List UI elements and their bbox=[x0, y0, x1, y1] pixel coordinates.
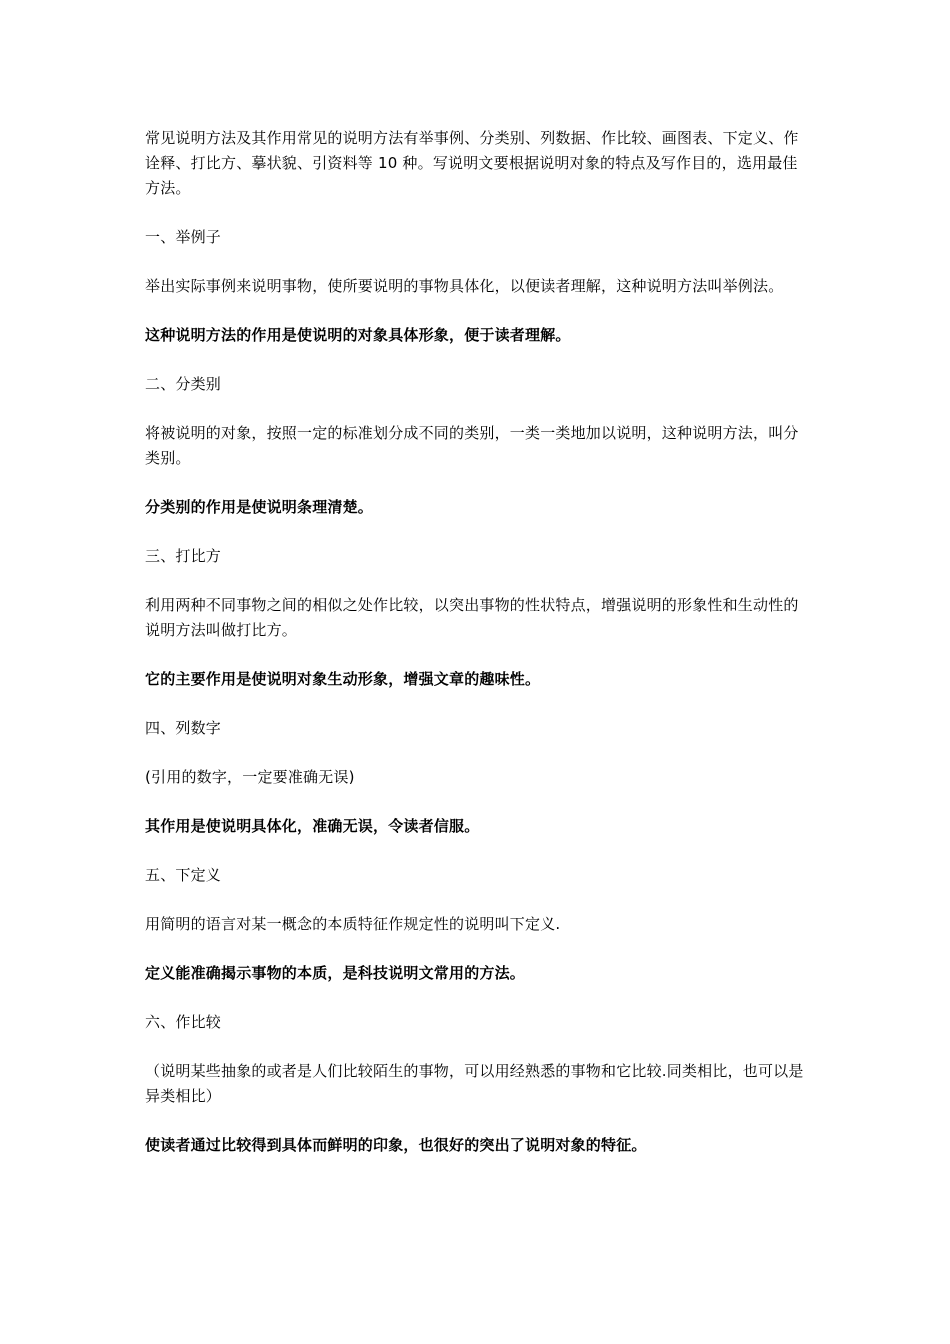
section-heading-numbers: 四、列数字 bbox=[145, 719, 222, 737]
section-heading-definition: 五、下定义 bbox=[145, 866, 222, 884]
definition-description: 用简明的语言对某一概念的本质特征作规定性的说明叫下定义. bbox=[145, 915, 561, 933]
comparison-effect: 使读者通过比较得到具体而鲜明的印象，也很好的突出了说明对象的特征。 bbox=[145, 1136, 647, 1154]
intro-paragraph: 常见说明方法及其作用常见的说明方法有举事例、分类别、列数据、作比较、画图表、下定义、作诠释、打比方、摹状貌、引资料等 10 种。写说明文要根据说明对象的特点及写作目的，选用最佳方法。 bbox=[145, 129, 799, 197]
classification-effect: 分类别的作用是使说明条理清楚。 bbox=[145, 498, 374, 516]
classification-description: 将被说明的对象，按照一定的标准划分成不同的类别，一类一类地加以说明，这种说明方法，叫分类别。 bbox=[145, 424, 799, 467]
section-heading-examples: 一、举例子 bbox=[145, 228, 222, 246]
section-heading-analogy: 三、打比方 bbox=[145, 547, 222, 565]
comparison-description: （说明某些抽象的或者是人们比较陌生的事物，可以用经熟悉的事物和它比较.同类相比，也可以是异类相比） bbox=[145, 1062, 804, 1105]
examples-description: 举出实际事例来说明事物，使所要说明的事物具体化，以便读者理解，这种说明方法叫举例法。 bbox=[145, 277, 784, 295]
numbers-description: (引用的数字，一定要准确无误) bbox=[145, 768, 355, 786]
section-heading-classification: 二、分类别 bbox=[145, 375, 222, 393]
analogy-effect: 它的主要作用是使说明对象生动形象，增强文章的趣味性。 bbox=[145, 670, 541, 688]
document-body bbox=[145, 126, 810, 1158]
numbers-effect: 其作用是使说明具体化，准确无误，令读者信服。 bbox=[145, 817, 480, 835]
examples-effect: 这种说明方法的作用是使说明的对象具体形象，便于读者理解。 bbox=[145, 326, 571, 344]
analogy-description: 利用两种不同事物之间的相似之处作比较，以突出事物的性状特点，增强说明的形象性和生动性的说明方法叫做打比方。 bbox=[145, 596, 799, 639]
definition-effect: 定义能准确揭示事物的本质，是科技说明文常用的方法。 bbox=[145, 964, 526, 982]
section-heading-comparison: 六、作比较 bbox=[145, 1013, 222, 1031]
